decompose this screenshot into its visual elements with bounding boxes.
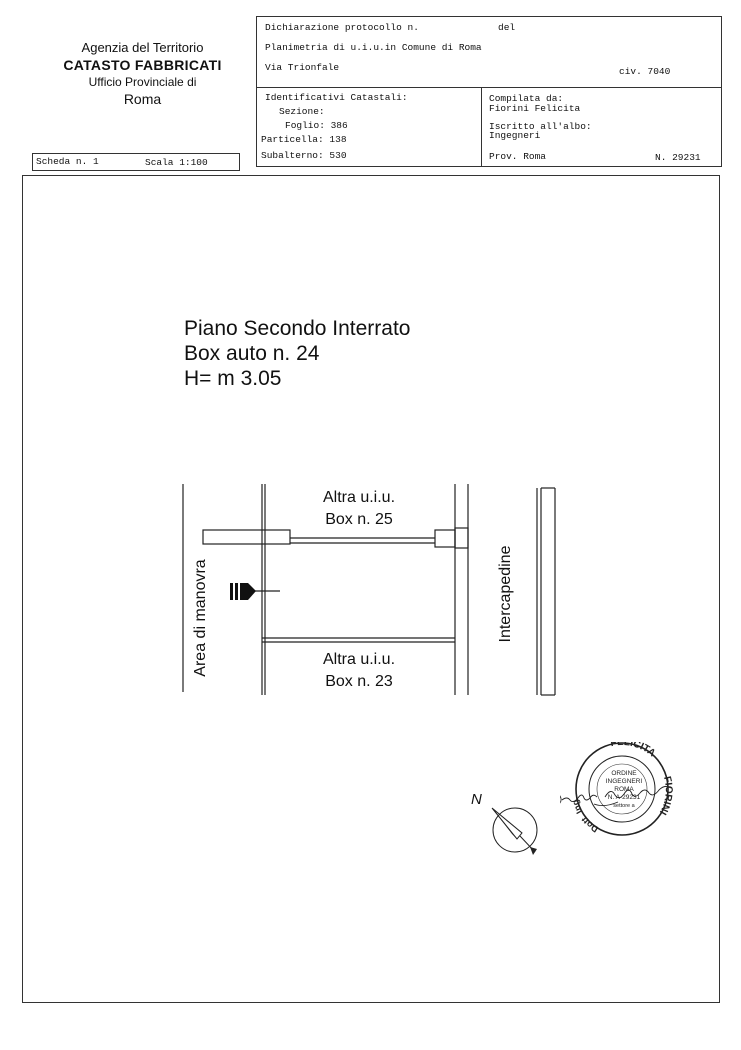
sheet-number: Scheda n. 1 [36,156,99,167]
sheet-scale-box [32,153,240,171]
box-25-label-line2: Box n. 25 [325,511,393,528]
drawing-frame [22,175,720,1003]
protocol-label: Dichiarazione protocollo n. [265,22,419,33]
stamp-ring-top: FELICITA [609,742,658,760]
sezione-field: Sezione: [279,106,325,117]
stamp-inner-4: N. A-29231 [607,794,641,801]
cadastral-header-table [256,16,722,167]
iscritto-label: Iscritto all'albo: [489,121,592,132]
compilata-label: Compilata da: [489,93,564,104]
stamp-inner-5: settore a [613,803,635,809]
office-name: Ufficio Provinciale di [88,75,197,89]
svg-text:FIORINI [657,775,674,816]
agency-name: Agenzia del Territorio [81,40,204,55]
engineer-stamp [560,742,684,841]
stamp-inner-1: ORDINE [611,770,637,777]
box-23-label-line1: Altra u.i.u. [322,651,396,668]
identificativi-label: Identificativi Catastali: [265,92,408,103]
svg-text:Dott. Ing. [569,796,600,834]
north-label: N [471,791,482,808]
box-25-label-line1: Altra u.i.u. [322,489,396,506]
header-divider [481,88,482,167]
province: Prov. Roma [489,151,547,162]
box-number: Box auto n. 24 [184,342,320,365]
agency-heading [40,40,245,108]
office-city: Roma [123,91,162,107]
manoeuvre-area-label: Area di manovra [192,559,209,677]
stamp-ring-left: Dott. Ing. [569,796,601,835]
floor-title [184,316,411,391]
scale-label: Scala 1:100 [145,157,208,168]
intercapedine-label: Intercapedine [497,545,514,643]
ceiling-height: H= m 3.05 [184,367,282,390]
particella-field: Particella: 138 [261,134,347,145]
box-23-label-line2: Box n. 23 [325,673,393,690]
stamp-ring-right: FIORINI [656,775,674,817]
planimetria-text: Planimetria di u.i.u.in Comune di Roma [265,42,482,53]
stamp-inner-2: INGEGNERI [605,778,643,785]
registration-number: N. 29231 [655,152,701,163]
protocol-date-label: del [498,22,516,33]
stamp-inner-3: ROMA [614,786,634,793]
floor-level: Piano Secondo Interrato [184,317,411,340]
subalterno-field: Subalterno: 530 [261,150,347,161]
compilata-name: Fiorini Felicita [489,103,581,114]
foglio-field: Foglio: 386 [285,120,348,131]
registry-name: CATASTO FABBRICATI [63,57,222,73]
iscritto-value: Ingegneri [489,130,541,141]
civic-number: civ. 7040 [619,66,671,77]
street-address: Via Trionfale [265,62,340,73]
